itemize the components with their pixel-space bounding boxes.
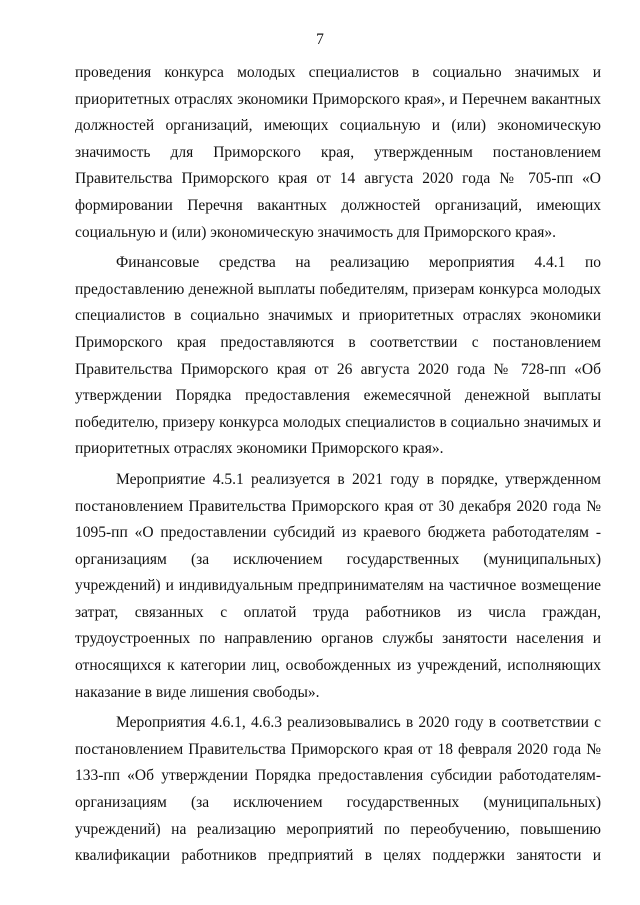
paragraph-continuation: проведения конкурса молодых специалистов в социально значимых и приоритетных отраслях экономики Приморского края», и Перечнем вакантных должностей организаций, имеющих социальную и (или) экономическую значимость для Приморского края, утвержденным постановлением Правительства Приморского края от 14 августа 2020 года № 705-пп «О формировании Перечня вакантных должностей организаций, имеющих социальную и (или) экономическую значимость для Приморского края». xyxy=(75,64,601,241)
page-number: 7 xyxy=(316,31,324,48)
paragraph-financing: Финансовые средства на реализацию мероприятия 4.4.1 по предоставлению денежной выплаты победителям, призерам конкурса молодых специалистов в социально значимых и приоритетных отраслях экономики Приморского края предоставляются в соответствии с постановлением Правительства Приморского края от 26 августа 2020 года № 728-пп «Об утверждении Порядка предоставления ежемесячной денежной выплаты победителю, призеру конкурса молодых специалистов в социально значимых и приоритетных отраслях экономики Приморского края». xyxy=(75,254,601,458)
paragraph-measure-4-5-1: Мероприятие 4.5.1 реализуется в 2021 году в порядке, утвержденном постановлением Правительства Приморского края от 30 декабря 2020 года № 1095-пп «О предоставлении субсидий из краевого бюджета работодателям - организациям (за исключением государственных (муниципальных) учреждений) и индивидуальным предпринимателям на частичное возмещение затрат, связанных с оплатой труда работников из числа граждан, трудоустроенных по направлению органов службы занятости населения и относящихся к категории лиц, освобожденных из учреждений, исполняющих наказание в виде лишения свободы». xyxy=(75,470,601,701)
paragraph-measures-4-6: Мероприятия 4.6.1, 4.6.3 реализовывались в 2020 году в соответствии с постановлением Правительства Приморского края от 18 февраля 2020 года № 133-пп «Об утверждении Порядка предоставления субсидии работодателям-организациям (за исключением государственных (муниципальных) учреждений) на реализацию мероприятий по переобучению, повышению квалификации работников предприятий в целях поддержки занятости и xyxy=(75,714,601,865)
document-body xyxy=(75,60,601,870)
